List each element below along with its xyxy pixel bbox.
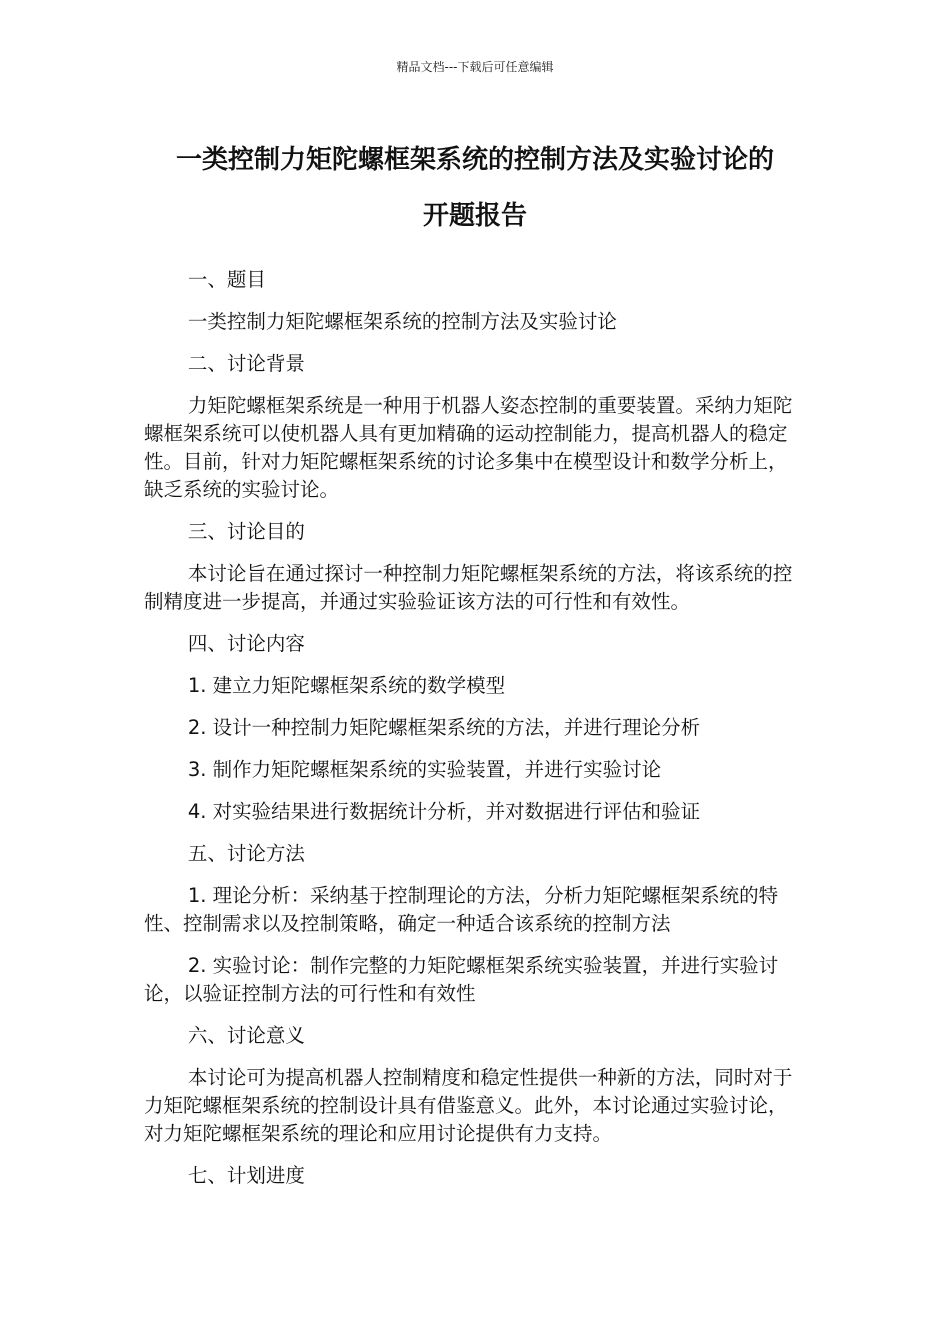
method-item: 1. 理论分析：采纳基于控制理论的方法，分析力矩陀螺框架系统的特性、控制需求以及控制策略，确定一种适合该系统的控制方法 xyxy=(144,884,779,935)
content-item: 1. 建立力矩陀螺框架系统的数学模型 xyxy=(187,674,506,697)
section-heading-significance: 六、讨论意义 xyxy=(187,1024,305,1047)
document-title xyxy=(120,132,830,244)
purpose-paragraph: 本讨论旨在通过探讨一种控制力矩陀螺框架系统的方法，将该系统的控制精度进一步提高，并通过实验验证该方法的可行性和有效性。 xyxy=(144,562,793,613)
background-paragraph: 力矩陀螺框架系统是一种用于机器人姿态控制的重要装置。采纳力矩陀螺框架系统可以使机器人具有更加精确的运动控制能力，提高机器人的稳定性。目前，针对力矩陀螺框架系统的讨论多集中在模型设计和数学分析上，缺乏系统的实验讨论。 xyxy=(144,394,793,501)
section-heading-method: 五、讨论方法 xyxy=(187,842,305,865)
significance-paragraph: 本讨论可为提高机器人控制精度和稳定性提供一种新的方法，同时对于力矩陀螺框架系统的控制设计具有借鉴意义。此外，本讨论通过实验讨论，对力矩陀螺框架系统的理论和应用讨论提供有力支持。 xyxy=(144,1066,793,1145)
section-heading-content: 四、讨论内容 xyxy=(187,632,305,655)
section-heading-topic: 一、题目 xyxy=(187,268,266,291)
title-line-1: 一类控制力矩陀螺框架系统的控制方法及实验讨论的 xyxy=(175,145,774,175)
content-item: 3. 制作力矩陀螺框架系统的实验装置，并进行实验讨论 xyxy=(187,758,662,781)
section-heading-purpose: 三、讨论目的 xyxy=(187,520,305,543)
topic-text: 一类控制力矩陀螺框架系统的控制方法及实验讨论 xyxy=(187,310,617,333)
title-line-2: 开题报告 xyxy=(422,201,527,231)
method-item: 2. 实验讨论：制作完整的力矩陀螺框架系统实验装置，并进行实验讨论，以验证控制方法的可行性和有效性 xyxy=(144,954,779,1005)
content-item: 4. 对实验结果进行数据统计分析，并对数据进行评估和验证 xyxy=(187,800,701,823)
content-item: 2. 设计一种控制力矩陀螺框架系统的方法，并进行理论分析 xyxy=(187,716,701,739)
section-heading-background: 二、讨论背景 xyxy=(187,352,305,375)
document-body xyxy=(144,266,804,1204)
header-note: 精品文档---下载后可任意编辑 xyxy=(396,60,554,74)
section-heading-schedule: 七、计划进度 xyxy=(187,1164,305,1187)
